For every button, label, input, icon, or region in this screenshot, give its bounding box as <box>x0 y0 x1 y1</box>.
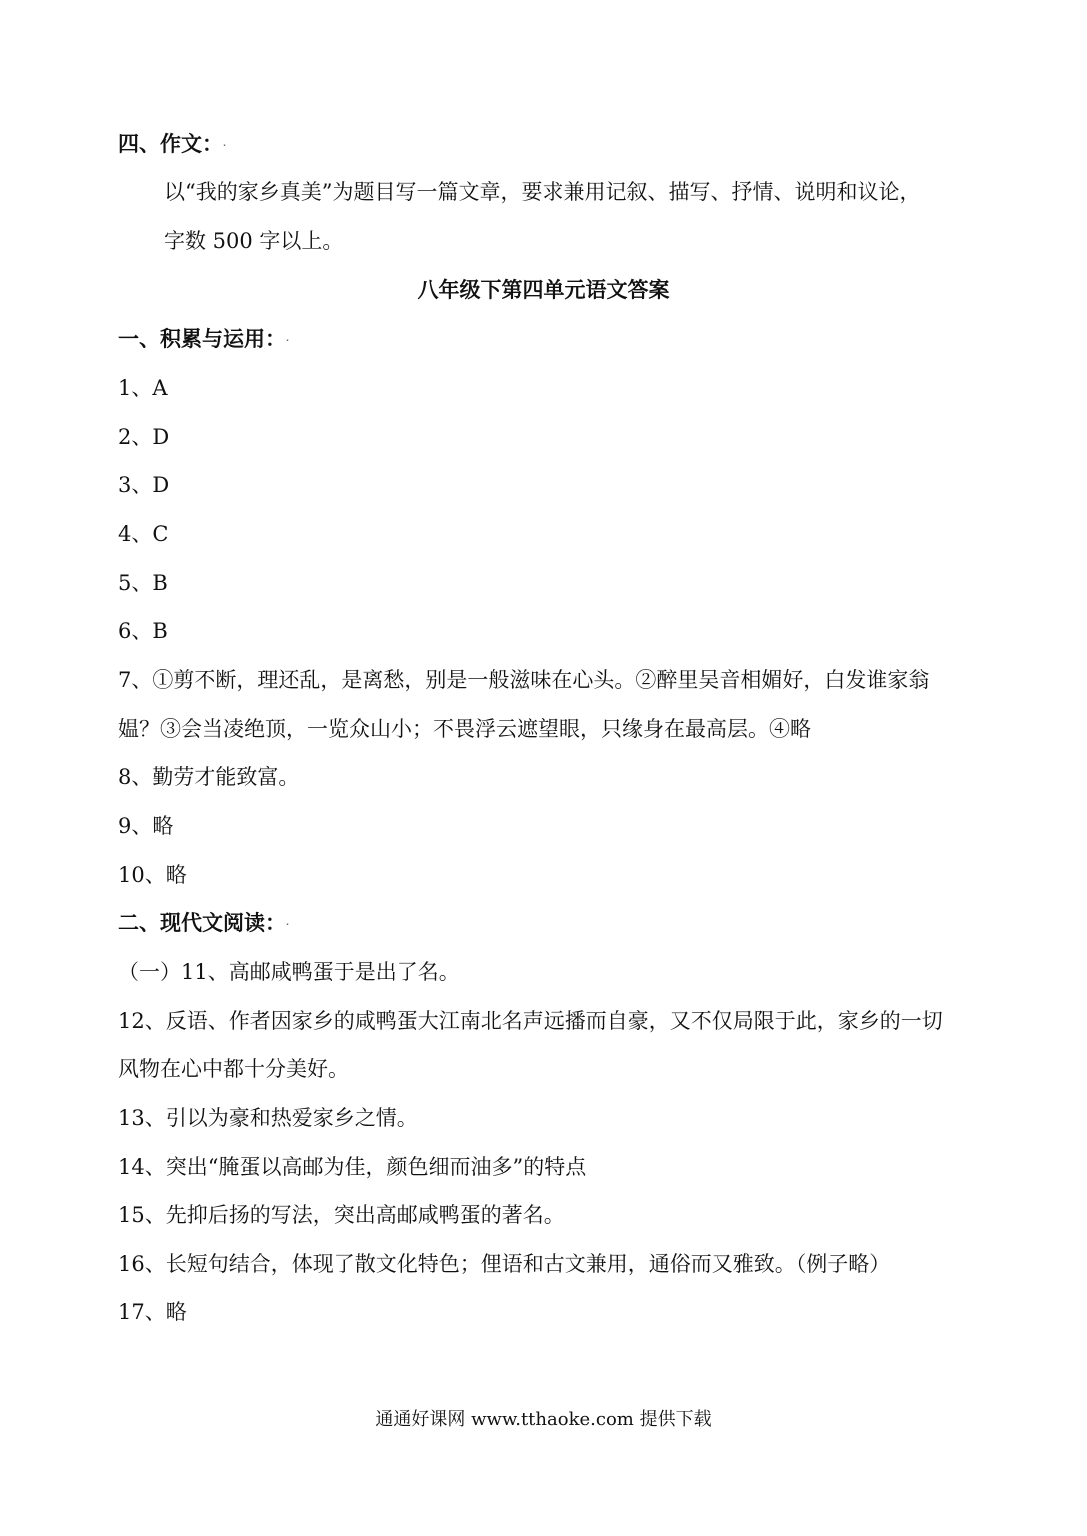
section2-heading: 二、现代文阅读：. <box>118 909 296 937</box>
answer-item: 2、D <box>118 425 170 449</box>
paragraph-mark-icon: . <box>286 334 290 343</box>
essay-prompt-line2: 字数 500 字以上。 <box>164 229 344 253</box>
answer-item: 17、略 <box>118 1300 187 1324</box>
answers-title: 八年级下第四单元语文答案 <box>417 278 670 302</box>
answer-item: 14、突出“腌蛋以高邮为佳，颜色细而油多”的特点 <box>118 1155 587 1179</box>
answer-item: 16、长短句结合，体现了散文化特色；俚语和古文兼用，通俗而又雅致。（例子略） <box>118 1252 891 1276</box>
answer-item: （一）11、高邮咸鸭蛋于是出了名。 <box>118 960 460 984</box>
essay-heading: 四、作文：. <box>118 130 233 158</box>
section1-heading: 一、积累与运用：. <box>118 325 296 353</box>
paragraph-mark-icon: . <box>286 918 290 927</box>
paragraph-mark-icon: . <box>223 139 227 148</box>
answer-item: 3、D <box>118 473 170 497</box>
answer-item: 5、B <box>118 571 168 595</box>
answer-item: 9、略 <box>118 814 174 838</box>
answer-item: 12、反语、作者因家乡的咸鸭蛋大江南北名声远播而自豪，又不仅局限于此，家乡的一切 <box>118 1009 943 1033</box>
answer-item: 10、略 <box>118 863 187 887</box>
answer-item-continuation: 风物在心中都十分美好。 <box>118 1057 349 1081</box>
essay-prompt-line1: 以“我的家乡真美”为题目写一篇文章，要求兼用记叙、描写、抒情、说明和议论， <box>164 180 921 204</box>
answer-item: 15、先抑后扬的写法，突出高邮咸鸭蛋的著名。 <box>118 1203 565 1227</box>
answer-item: 13、引以为豪和热爱家乡之情。 <box>118 1106 418 1130</box>
answer-item: 7、①剪不断，理还乱，是离愁，别是一般滋味在心头。②醉里吴音相媚好，白发谁家翁 <box>118 668 930 692</box>
answer-item: 4、C <box>118 522 169 546</box>
answer-item: 6、B <box>118 619 168 643</box>
page-footer: 通通好课网 www.tthaoke.com 提供下载 <box>375 1409 712 1430</box>
answer-item: 1、A <box>118 376 168 400</box>
answer-item: 8、勤劳才能致富。 <box>118 765 300 789</box>
answer-item-continuation: 媪？③会当凌绝顶，一览众山小；不畏浮云遮望眼，只缘身在最高层。④略 <box>118 717 811 741</box>
